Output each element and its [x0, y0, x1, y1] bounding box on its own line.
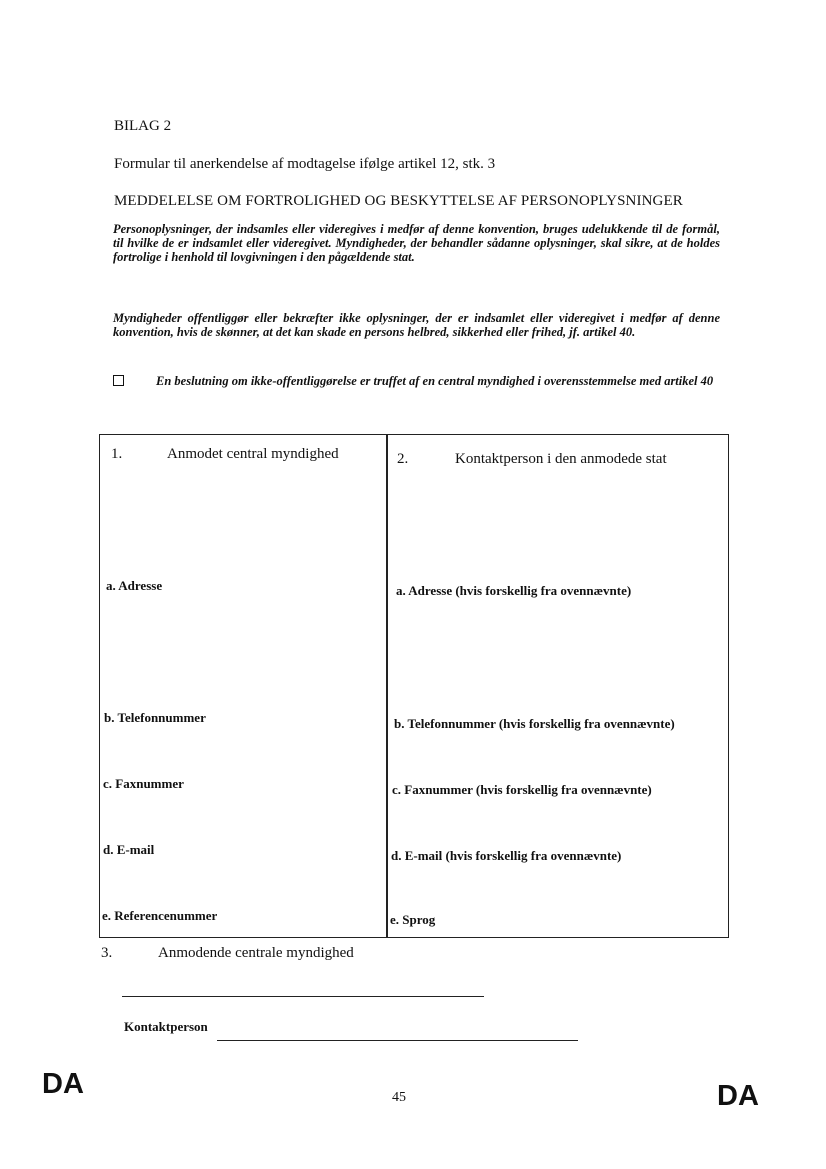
non-disclosure-row: [113, 374, 720, 388]
section-1-title: Anmodet central myndighed: [167, 446, 339, 462]
contact-person-line[interactable]: [217, 1040, 578, 1041]
left-email-field[interactable]: d. E-mail: [103, 842, 155, 857]
left-fax-field[interactable]: c. Faxnummer: [103, 776, 184, 791]
section-3-title: Anmodende centrale myndighed: [158, 945, 354, 961]
contact-person-label: Kontaktperson: [124, 1019, 208, 1034]
annex-label: BILAG 2: [114, 118, 172, 134]
page-number: 45: [392, 1090, 406, 1105]
section-2-number: 2.: [397, 451, 409, 467]
right-email-field[interactable]: d. E-mail (hvis forskellig fra ovennævnte): [391, 848, 622, 863]
table-column-divider: [386, 434, 388, 938]
section-1-number: 1.: [111, 446, 123, 462]
requesting-authority-line[interactable]: [122, 996, 484, 997]
non-disclosure-checkbox[interactable]: [113, 375, 124, 386]
language-code-right: DA: [717, 1080, 759, 1112]
notice-heading: MEDDELELSE OM FORTROLIGHED OG BESKYTTELSE AF PERSONOPLYSNINGER: [114, 193, 683, 209]
right-phone-field[interactable]: b. Telefonnummer (hvis forskellig fra ovennævnte): [394, 716, 675, 731]
right-address-field[interactable]: a. Adresse (hvis forskellig fra ovennævnte): [396, 583, 632, 598]
form-title: Formular til anerkendelse af modtagelse ifølge artikel 12, stk. 3: [114, 156, 496, 172]
section-2-title: Kontaktperson i den anmodede stat: [455, 451, 667, 467]
non-disclosure-label: En beslutning om ikke-offentliggørelse er truffet af en central myndighed i overensstemmelse med artikel 40: [156, 374, 714, 388]
left-address-field[interactable]: a. Adresse: [106, 578, 163, 593]
privacy-paragraph-2: Myndigheder offentliggør eller bekræfter ikke oplysninger, der er indsamlet eller videregivet i medfør af denne konvention, hvis de skønner, at det kan skade en persons helbred, sikkerhed eller frihed, jf. artikel 40.: [113, 311, 720, 339]
privacy-paragraph-1: Personoplysninger, der indsamles eller videregives i medfør af denne konvention, bruges udelukkende til de formål, til hvilke de er indsamlet eller videregivet. Myndigheder, der behandler sådanne oplysninger, skal sikre, at de holdes fortrolige i henhold til lovgivningen i den pågældende stat.: [113, 222, 720, 264]
language-code-left: DA: [42, 1068, 84, 1100]
left-reference-field[interactable]: e. Referencenummer: [102, 908, 218, 923]
right-fax-field[interactable]: c. Faxnummer (hvis forskellig fra ovennævnte): [392, 782, 652, 797]
section-3-number: 3.: [101, 945, 113, 961]
left-phone-field[interactable]: b. Telefonnummer: [104, 710, 206, 725]
right-language-field[interactable]: e. Sprog: [390, 912, 436, 927]
